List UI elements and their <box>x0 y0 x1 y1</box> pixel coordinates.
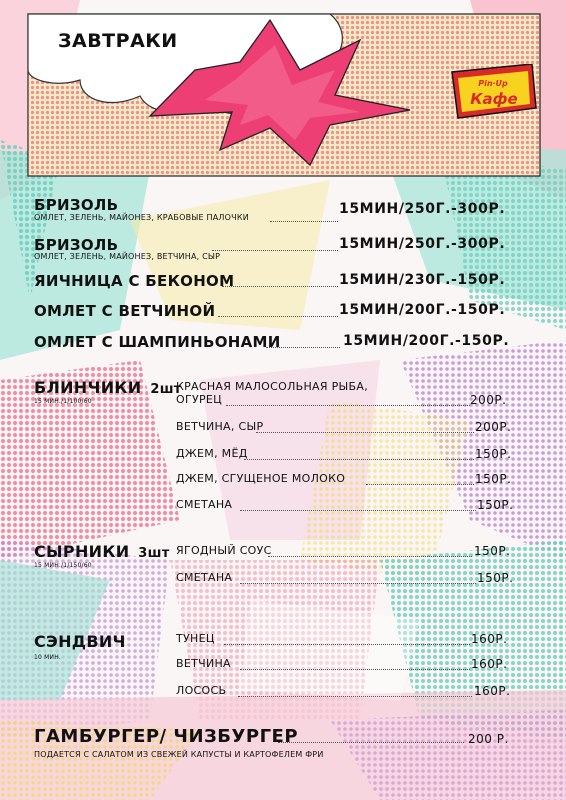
filling-price: 200Р. <box>470 393 507 407</box>
menu-item-name: БРИЗОЛЬ <box>34 196 119 214</box>
section-qty: 3шт <box>138 546 170 561</box>
section-name: СЫРНИКИ <box>34 542 130 561</box>
filling-price: 150Р. <box>475 447 512 461</box>
filling-price: 200Р. <box>475 420 512 434</box>
menu-item-name: ГАМБУРГЕР/ ЧИЗБУРГЕР <box>34 726 299 747</box>
menu-item-price: 15МИН/200Г.-150Р. <box>343 333 510 349</box>
filling-label: ТУНЕЦ <box>176 632 215 645</box>
filling-label: ЛОСОСЬ <box>176 684 227 697</box>
menu-item-description: ПОДАЕТСЯ С САЛАТОМ ИЗ СВЕЖЕЙ КАПУСТЫ И КАРТОФЕЛЕМ ФРИ <box>34 750 324 759</box>
leader-dots <box>240 583 476 584</box>
filling-label: ДЖЕМ, СГУЩЕНОЕ МОЛОКО <box>176 472 346 485</box>
section-qty: 2шт <box>150 382 182 397</box>
filling-label: КРАСНАЯ МАЛОСОЛЬНАЯ РЫБА, <box>176 380 369 393</box>
menu-item-price: 15МИН/200Г.-150Р. <box>339 302 506 318</box>
leader-dots <box>266 347 340 348</box>
section-title <box>34 542 170 561</box>
menu-item-price: 15МИН/250Г.-300Р. <box>339 201 506 217</box>
section-note: 15 МИН./1/100/60 <box>34 398 92 405</box>
menu-item-price: 15МИН/230Г.-150Р. <box>339 272 506 288</box>
section-name: СЭНДВИЧ <box>34 632 126 651</box>
filling-label: ВЕТЧИНА <box>176 657 231 670</box>
menu-item-price: 200 Р. <box>468 732 509 746</box>
leader-dots <box>240 510 476 511</box>
menu-item-name: ОМЛЕТ С ШАМПИНЬОНАМИ <box>34 333 281 351</box>
filling-label: ДЖЕМ, МЁД <box>176 447 248 460</box>
filling-price: 160Р. <box>471 657 508 671</box>
leader-dots <box>268 556 472 557</box>
svg-text:Pin·Up: Pin·Up <box>478 79 508 88</box>
section-note: 15 МИН./1/150/60 <box>34 562 92 569</box>
cafe-logo <box>448 64 538 120</box>
menu-item-name: ЯИЧНИЦА С БЕКОНОМ <box>34 272 235 290</box>
menu-item-description: ОМЛЕТ, ЗЕЛЕНЬ, МАЙОНЕЗ, КРАБОВЫЕ ПАЛОЧКИ <box>34 213 249 222</box>
section-title <box>34 378 182 397</box>
leader-dots <box>256 432 474 433</box>
filling-label: ОГУРЕЦ <box>176 393 222 406</box>
leader-dots <box>222 286 338 287</box>
menu-item-name: БРИЗОЛЬ <box>34 236 119 254</box>
filling-price: 150Р. <box>477 498 514 512</box>
leader-dots <box>278 742 464 743</box>
menu-item-description: ОМЛЕТ, ЗЕЛЕНЬ, МАЙОНЕЗ, ВЕТЧИНА, СЫР <box>34 252 221 261</box>
menu-item-price: 15МИН/250Г.-300Р. <box>339 236 506 252</box>
leader-dots <box>244 459 474 460</box>
section-name: БЛИНЧИКИ <box>34 378 142 397</box>
filling-label: СМЕТАНА <box>176 498 233 511</box>
leader-dots <box>238 696 472 697</box>
leader-dots <box>366 484 474 485</box>
filling-price: 150Р. <box>474 544 511 558</box>
filling-price: 150Р. <box>477 571 514 585</box>
page-title: ЗАВТРАКИ <box>58 30 178 52</box>
filling-label: СМЕТАНА <box>176 571 233 584</box>
filling-label: ЯГОДНЫЙ СОУС <box>176 544 272 557</box>
leader-dots <box>224 644 470 645</box>
menu-item-name: ОМЛЕТ С ВЕТЧИНОЙ <box>34 302 216 320</box>
filling-price: 160Р. <box>471 632 508 646</box>
svg-text:Кафе: Кафе <box>470 90 518 108</box>
leader-dots <box>226 405 470 406</box>
leader-dots <box>240 669 470 670</box>
leader-dots <box>212 250 338 251</box>
section-note: 10 МИН. <box>34 654 62 661</box>
filling-price: 160Р. <box>474 684 511 698</box>
filling-label: ВЕТЧИНА, СЫР <box>176 420 264 433</box>
leader-dots <box>218 316 338 317</box>
leader-dots <box>270 221 338 222</box>
filling-price: 150Р. <box>475 472 512 486</box>
